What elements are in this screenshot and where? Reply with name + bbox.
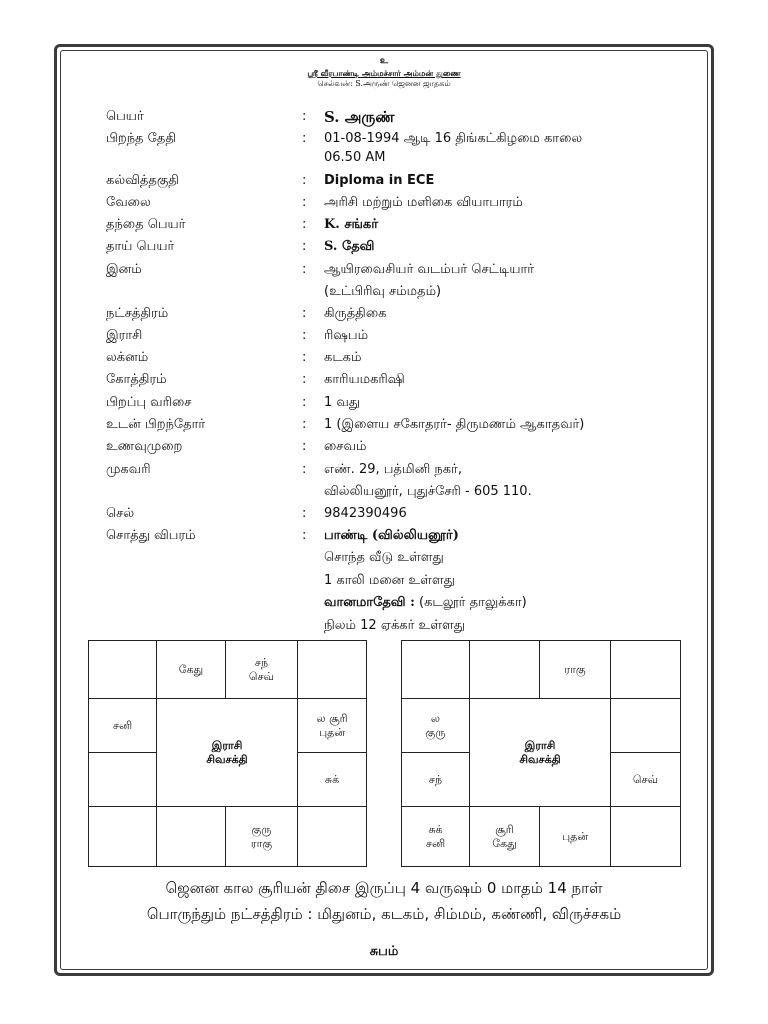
value-mother: S. தேவி: [324, 239, 375, 254]
value-lagnam: கடகம்: [324, 350, 362, 365]
subam-closing: சுபம்: [369, 944, 399, 959]
value-father: K. சங்கர்: [324, 217, 379, 232]
label-food: உணவுமுறை: [106, 439, 183, 454]
colon: :: [302, 395, 307, 410]
row-rasi: [0, 325, 768, 347]
rasi-cell-6: [298, 699, 367, 753]
navamsa-cell-8: செவ்: [611, 753, 681, 807]
label-birth-order: பிறப்பு வரிசை: [106, 395, 192, 410]
value-property: பாண்டி (வில்லியனூர்): [324, 528, 459, 543]
rasi-cell-3-line2: செவ்: [248, 669, 275, 683]
navamsa-cell-10-line1: சூரி: [495, 822, 514, 836]
label-job: வேலை: [106, 195, 151, 210]
value-gothram: காரியமகரிஷி: [324, 372, 405, 387]
value-address: எண். 29, பத்மினி நகர்,: [324, 462, 462, 477]
navamsa-cell-6: [611, 699, 681, 753]
rasi-cell-11-line2: ராகு: [250, 836, 273, 850]
value-caste-sub: (உட்பிரிவு சம்மதம்): [324, 284, 442, 299]
navamsa-cell-5-line1: ல: [430, 711, 441, 725]
colon: :: [302, 306, 307, 321]
row-birth-order: [0, 392, 768, 414]
value-phone: 9842390496: [324, 506, 407, 521]
navamsa-cell-2: [470, 641, 540, 699]
rasi-cell-11: [226, 807, 298, 867]
label-education: கல்வித்தகுதி: [106, 173, 179, 188]
rasi-cell-4: [298, 641, 367, 699]
colon: :: [302, 195, 307, 210]
colon: :: [302, 439, 307, 454]
horoscope-title: செல்வன்: S.அருண் ஜெனன ஜாதகம்: [317, 79, 451, 88]
value-property-2: சொந்த வீடு உள்ளது: [324, 550, 444, 565]
navamsa-chart: [401, 640, 681, 867]
row-property-4: [0, 592, 768, 614]
navamsa-cell-12: [611, 807, 681, 867]
rasi-center-name: சிவசக்தி: [206, 752, 248, 766]
value-rasi: ரிஷபம்: [324, 328, 369, 343]
navamsa-cell-7: சந்: [402, 753, 470, 807]
value-job: அரிசி மற்றும் மளிகை வியாபாரம்: [324, 195, 523, 210]
rasi-cell-8: சுக்: [298, 753, 367, 807]
row-gothram: [0, 369, 768, 391]
value-siblings: 1 (இளைய சகோதரர்- திருமணம் ஆகாதவர்): [324, 417, 585, 432]
rasi-cell-6-line1: ல சூரி: [316, 711, 348, 725]
navamsa-cell-10-line2: கேது: [492, 836, 517, 850]
value-name: S. அருண்: [324, 108, 395, 126]
colon: :: [302, 173, 307, 188]
label-father: தந்தை பெயர்: [106, 217, 186, 232]
value-property-4-taluk: (கடலூர் தாலுக்கா): [414, 595, 527, 610]
label-mother: தாய் பெயர்: [106, 239, 175, 254]
row-lagnam: [0, 347, 768, 369]
row-dob-time: [0, 147, 768, 169]
label-caste: இனம்: [106, 262, 142, 277]
navamsa-center-name: சிவசக்தி: [519, 752, 561, 766]
row-property-2: [0, 547, 768, 569]
row-siblings: [0, 414, 768, 436]
row-education: [0, 170, 768, 192]
value-property-5: நிலம் 12 ஏக்கர் உள்ளது: [324, 618, 466, 633]
value-dob-time: 06.50 AM: [324, 150, 386, 165]
label-address: முகவரி: [106, 462, 151, 477]
row-caste: [0, 259, 768, 281]
colon: :: [302, 239, 307, 254]
navamsa-center-title: இராசி: [524, 738, 556, 752]
label-name: பெயர்: [106, 109, 144, 124]
row-property: [0, 525, 768, 547]
navamsa-cell-1: [402, 641, 470, 699]
colon: :: [302, 328, 307, 343]
rasi-cell-5: சனி: [89, 699, 157, 753]
label-lagnam: லக்னம்: [106, 350, 149, 365]
row-caste-sub: [0, 281, 768, 303]
row-mother: [0, 236, 768, 258]
rasi-chart-center: [157, 699, 298, 807]
colon: :: [302, 109, 307, 124]
value-dob: 01-08-1994 ஆடி 16 திங்கட்கிழமை காலை: [324, 131, 583, 146]
dasa-balance: ஜெனன கால சூரியன் திசை இருப்பு 4 வருஷம் 0 மாதம் 14 நாள்: [165, 879, 603, 897]
navamsa-cell-10: [470, 807, 540, 867]
label-gothram: கோத்திரம்: [106, 372, 167, 387]
value-birth-order: 1 வது: [324, 395, 361, 410]
rasi-cell-2: கேது: [157, 641, 226, 699]
value-address-2: வில்லியனூர், புதுச்சேரி - 605 110.: [324, 484, 532, 499]
rasi-cell-9: [89, 807, 157, 867]
matching-stars: பொருந்தும் நட்சத்திரம் : மிதுனம், கடகம், சிம்மம், கண்ணி, விருச்சகம்: [146, 905, 622, 923]
value-caste: ஆயிரவைசியர் வடம்பர் செட்டியார்: [324, 262, 535, 277]
rasi-cell-3: [226, 641, 298, 699]
navamsa-chart-center: [470, 699, 611, 807]
label-property: சொத்து விபரம்: [106, 528, 196, 543]
label-phone: செல்: [106, 506, 135, 521]
colon: :: [302, 262, 307, 277]
colon: :: [302, 506, 307, 521]
navamsa-cell-11: புதன்: [540, 807, 611, 867]
navamsa-cell-9-line2: சனி: [425, 836, 446, 850]
value-property-4-place: வானமாதேவி :: [324, 595, 415, 610]
value-star: கிருத்திகை: [324, 306, 387, 321]
deity-blessing: ஸ்ரீ வீரபாண்டி அம்மச்சார் அம்மன் துணை: [307, 68, 461, 78]
value-property-4: [324, 592, 527, 614]
rasi-cell-1: [89, 641, 157, 699]
colon: :: [302, 528, 307, 543]
row-property-3: [0, 570, 768, 592]
navamsa-cell-4: [611, 641, 681, 699]
navamsa-cell-5: [402, 699, 470, 753]
row-food: [0, 436, 768, 458]
rasi-cell-3-line1: சந்: [254, 655, 269, 669]
colon: :: [302, 417, 307, 432]
colon: :: [302, 350, 307, 365]
rasi-cell-10: [157, 807, 226, 867]
rasi-center-title: இராசி: [211, 738, 243, 752]
navamsa-cell-9-line1: சுக்: [428, 822, 443, 836]
row-father: [0, 214, 768, 236]
row-address-2: [0, 481, 768, 503]
navamsa-cell-3: ராகு: [540, 641, 611, 699]
label-star: நட்சத்திரம்: [106, 306, 169, 321]
label-dob: பிறந்த தேதி: [106, 131, 176, 146]
rasi-cell-11-line1: குரு: [251, 822, 272, 836]
row-property-5: [0, 615, 768, 637]
row-star: [0, 303, 768, 325]
navamsa-cell-9: [402, 807, 470, 867]
colon: :: [302, 131, 307, 146]
row-job: [0, 192, 768, 214]
label-rasi: இராசி: [106, 328, 143, 343]
rasi-cell-7: [89, 753, 157, 807]
rasi-cell-6-line2: புதன்: [318, 725, 346, 739]
colon: :: [302, 217, 307, 232]
value-property-3: 1 காலி மனை உள்ளது: [324, 573, 455, 588]
colon: :: [302, 372, 307, 387]
value-education: Diploma in ECE: [324, 173, 435, 188]
row-address: [0, 459, 768, 481]
rasi-cell-12: [298, 807, 367, 867]
navamsa-cell-5-line2: குரு: [425, 725, 446, 739]
value-food: சைவம்: [324, 439, 367, 454]
row-name: [0, 106, 768, 128]
colon: :: [302, 462, 307, 477]
label-siblings: உடன் பிறந்தோர்: [106, 417, 206, 432]
row-phone: [0, 503, 768, 525]
rasi-chart: [88, 640, 367, 867]
om-symbol: உ: [379, 56, 389, 66]
